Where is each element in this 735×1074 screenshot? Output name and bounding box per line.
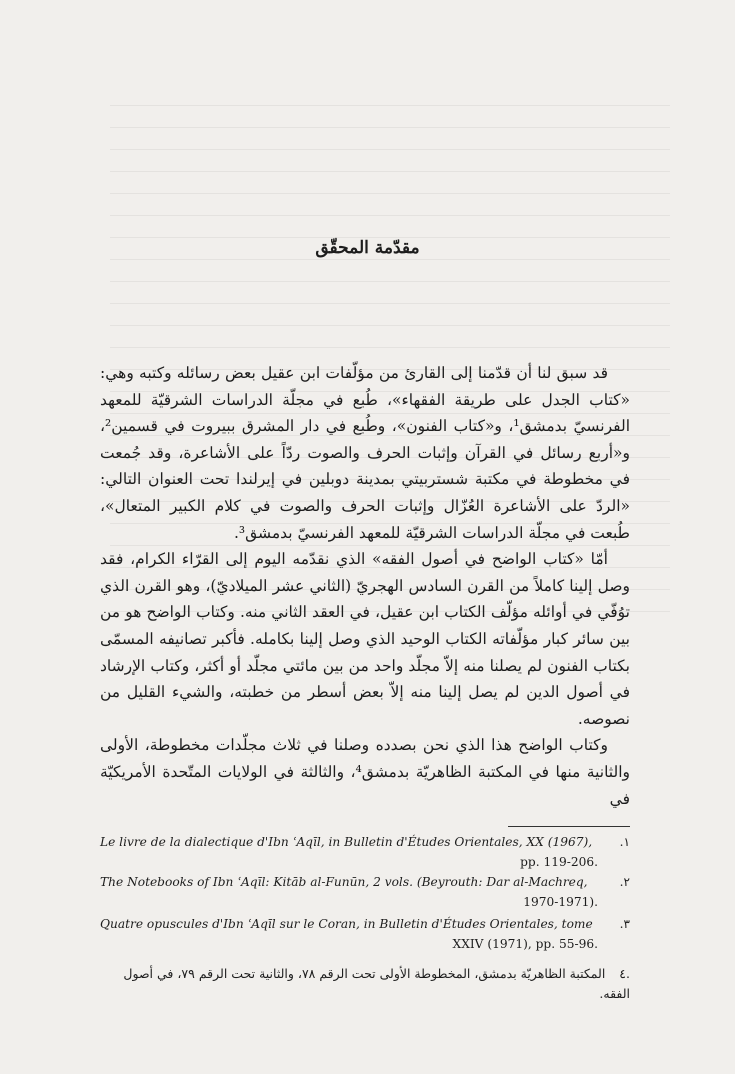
footnote-divider xyxy=(508,826,630,827)
footnote-number: .٣ xyxy=(619,917,630,931)
footnote-number: .٤ xyxy=(619,966,630,981)
footnote-text: Le livre de la dialectique d'Ibn ʿAqīl, in Bulletin d'Études Orientales, XX (1967), xyxy=(100,835,593,849)
footnote-continuation: pp. 119-206. xyxy=(520,855,598,869)
footnote-text: The Notebooks of Ibn ʿAqīl: Kitāb al-Funūn, 2 vols. (Beyrouth: Dar al-Machreq, xyxy=(100,875,588,889)
footnote-number: .٢ xyxy=(619,875,630,889)
body-text xyxy=(100,360,630,812)
footnote-3 xyxy=(100,914,630,954)
paragraph: أمّا «كتاب الواضح في أصول الفقه» الذي نقدّمه اليوم إلى القرّاء الكرام، فقد وصل إلينا كاملاً من القرن السادس الهجريّ (الثاني عشر الميلاديّ)، وهو القرن الذي توُفّي في أوائله مؤلّف الكتاب ابن عقيل، في العقد الثاني منه. وكتاب الواضح هو من بين سائر كبار مؤلّفاته الكتاب الوحيد الذي وصل إلينا بكامله. فأكبر تصانيفه المسمّى بكتاب الفنون لم يصلنا منه إلاّ مجلّد واحد من بين مائتي مجلّد أو أكثر، وكتاب الإرشاد في أصول الدين لم يصل إلينا منه إلاّ بعض أسطر من خطبته، والشيء القليل من نصوصه. xyxy=(100,550,630,728)
footnote-2 xyxy=(100,872,630,912)
paragraph: وكتاب الواضح هذا الذي نحن بصدده وصلنا في ثلاث مجلّدات مخطوطة، الأولى والثانية منها في المكتبة الظاهريّة بدمشق⁴، والثالثة في الولايات المتّحدة الأمريكيّة في xyxy=(100,736,630,808)
footnote-number: .١ xyxy=(619,835,630,849)
footnote-text: المكتبة الظاهريّة بدمشق، المخطوطة الأولى تحت الرقم ٧٨، والثانية تحت الرقم ٧٩، في أصول الفقه. xyxy=(123,966,630,1001)
footnote-continuation: XXIV (1971), pp. 55-96. xyxy=(452,937,598,951)
footnote-continuation: 1970-1971). xyxy=(523,895,598,909)
footnote-1 xyxy=(100,832,630,872)
footnote-4 xyxy=(100,964,630,1004)
page-title: مقدّمة المحقّق xyxy=(315,238,420,258)
paragraph: قد سبق لنا أن قدّمنا إلى القارئ من مؤلّفات ابن عقيل بعض رسائله وكتبه وهي: «كتاب الجدل على طريقة الفقهاء»، طُبع في مجلّة الدراسات الشرقيّة للمعهد الفرنسيّ بدمشق¹، و«كتاب الفنون»، وطُبع في دار المشرق ببيروت في قسمين²، و«أربع رسائل في القرآن وإثبات الحرف والصوت ردّاً على الأشاعرة، وقد جُمعت في مخطوطة في مكتبة شستربيتي بمدينة دوبلين في إيرلندا تحت العنوان التالي: «الردّ على الأشاعرة العُزّال وإثبات الحرف والصوت في كلام الكبير المتعال»، طُبعت في مجلّة الدراسات الشرقيّة للمعهد الفرنسيّ بدمشق³. xyxy=(100,364,630,542)
footnote-text: Quatre opuscules d'Ibn ʿAqīl sur le Coran, in Bulletin d'Études Orientales, tome xyxy=(100,917,593,931)
